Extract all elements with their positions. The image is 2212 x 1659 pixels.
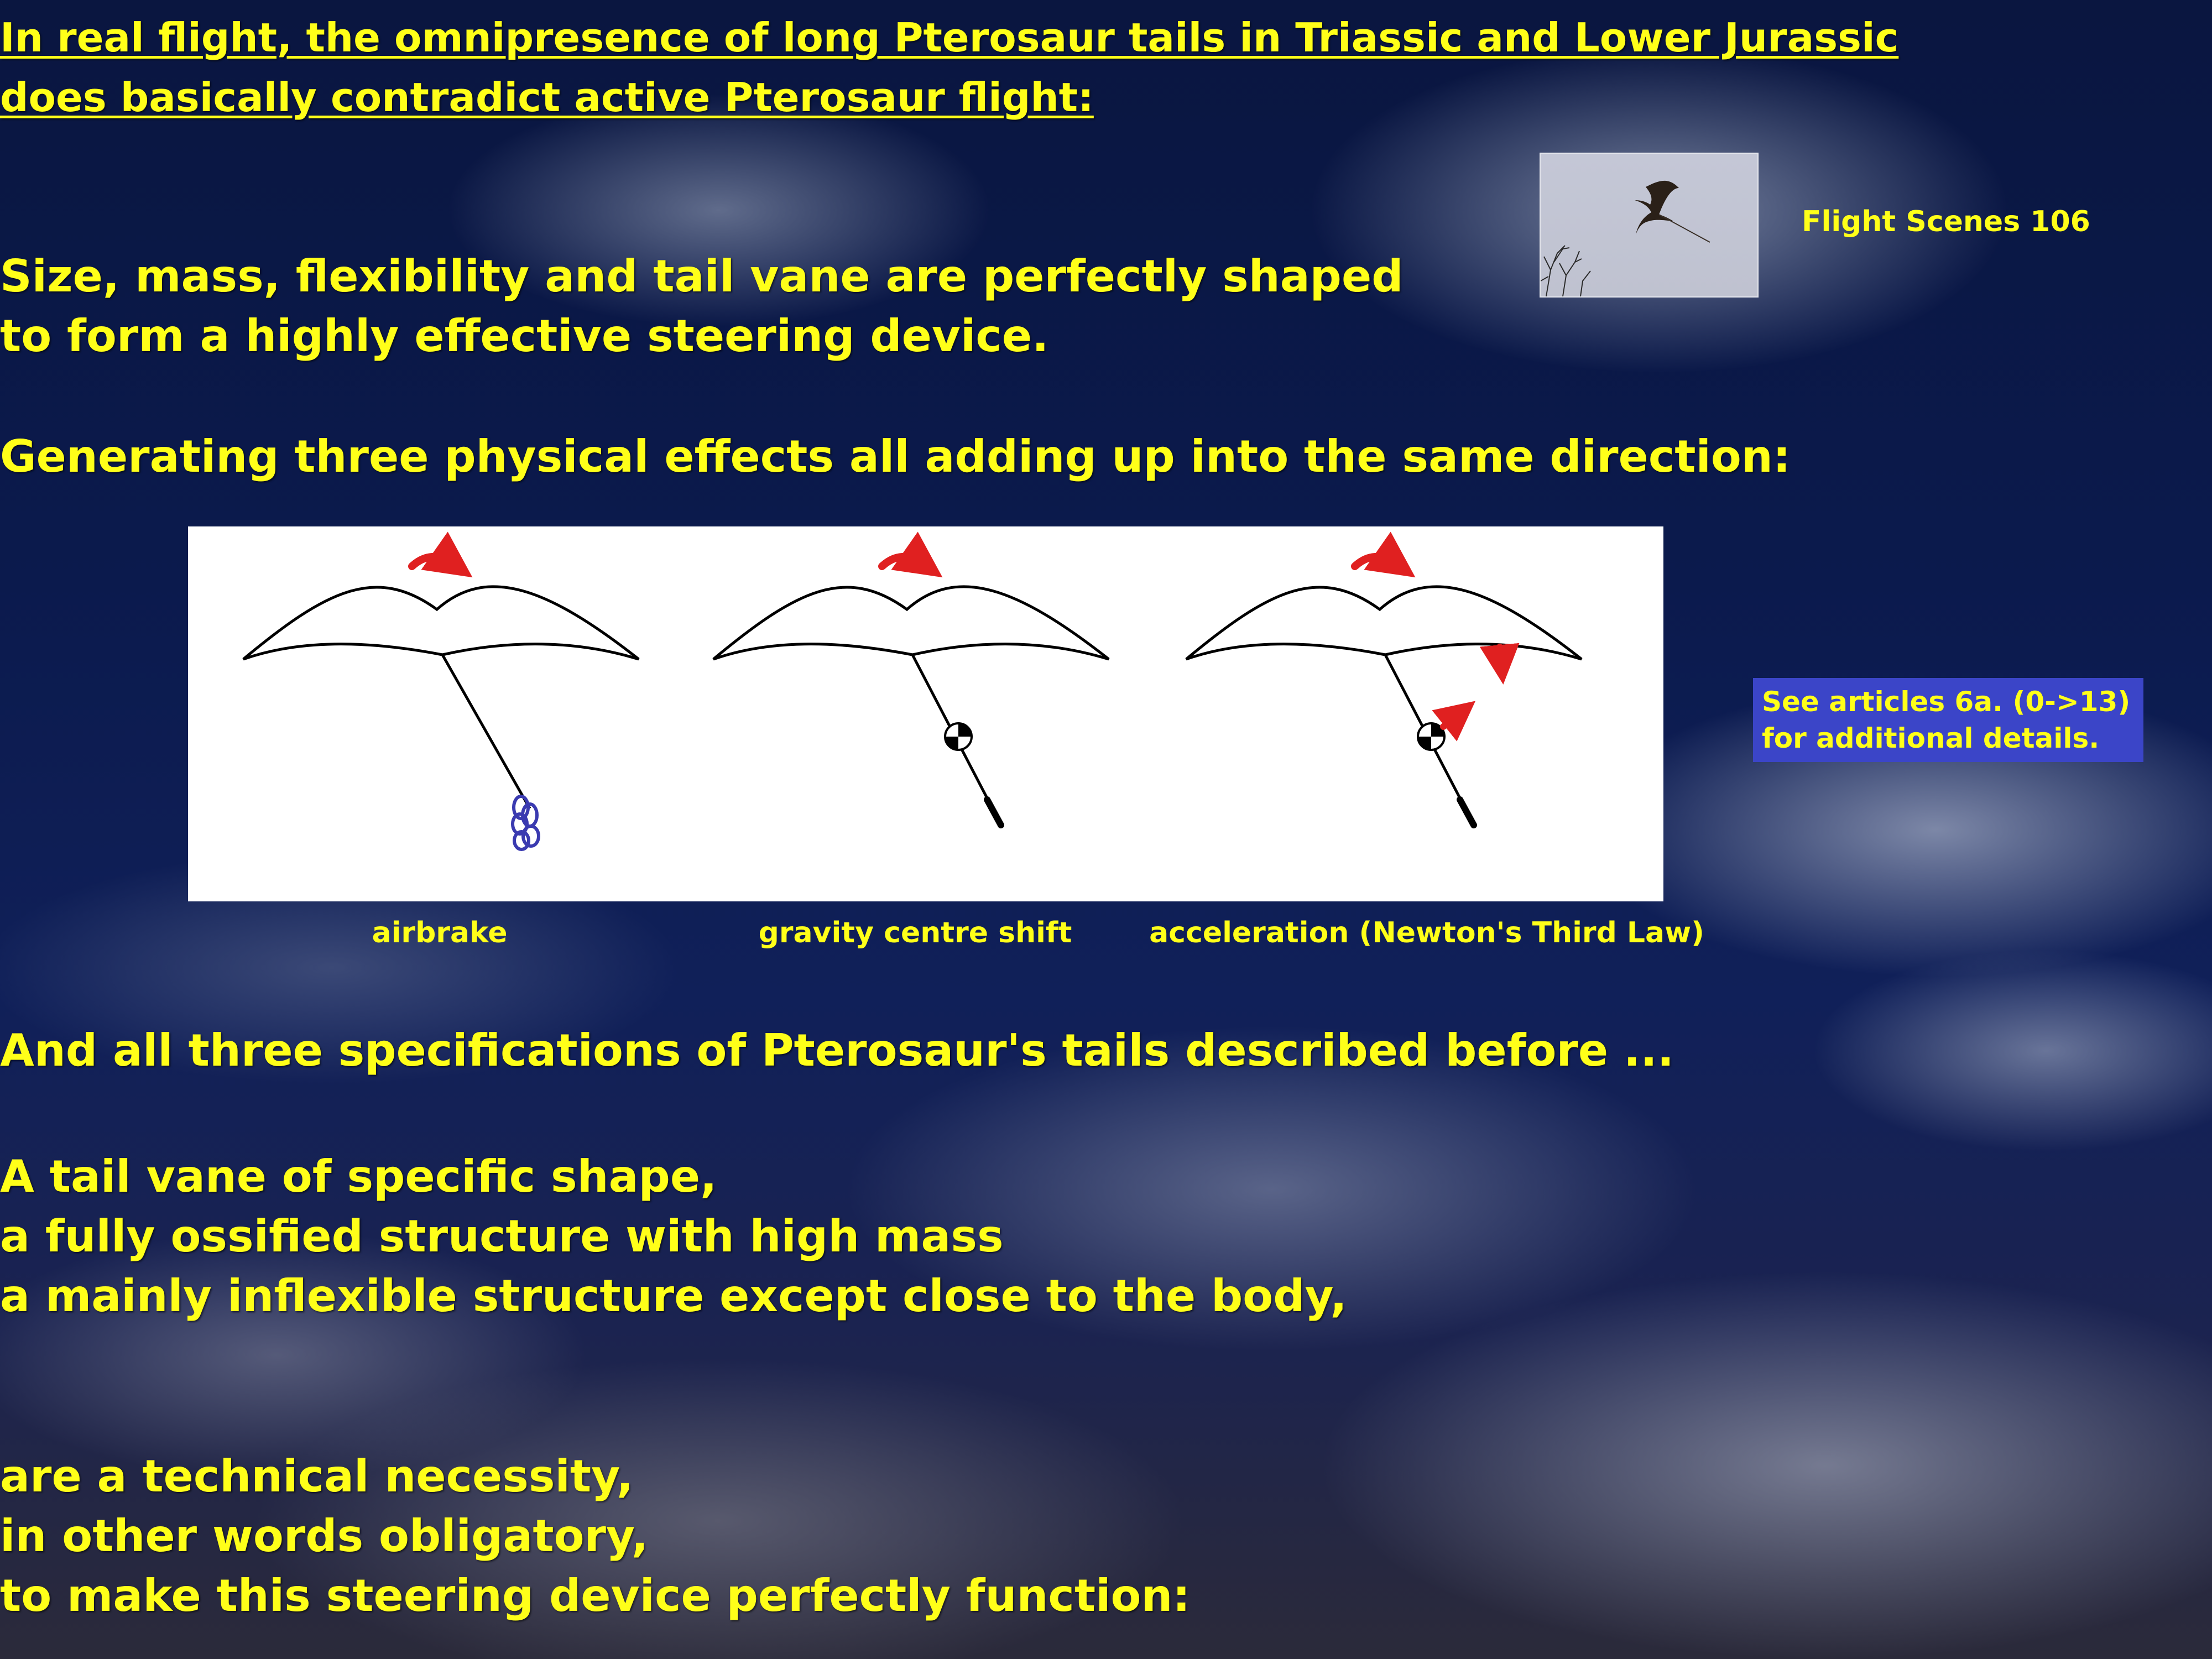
conclusion-line: to make this steering device perfectly function: xyxy=(0,1570,1191,1621)
info-line-1: See articles 6a. (0->13) xyxy=(1762,686,2131,718)
specs-list xyxy=(0,1147,1347,1326)
gravity-centre-panel xyxy=(713,557,1109,825)
spec-item: a mainly inflexible structure except close to the body, xyxy=(0,1270,1347,1322)
centre-of-gravity-icon xyxy=(945,723,972,750)
thumbnail-caption: Flight Scenes 106 xyxy=(1802,205,2090,238)
spec-item: a fully ossified structure with high mass xyxy=(0,1211,1004,1262)
see-articles-link[interactable] xyxy=(1753,678,2143,762)
wing-outline xyxy=(713,587,1109,659)
flight-scene-thumbnail[interactable] xyxy=(1540,153,1759,298)
specs-heading: And all three specifications of Pterosaur's tails described before ... xyxy=(0,1025,1674,1076)
slide-title xyxy=(0,8,1898,127)
intro-line-2: to form a highly effective steering device. xyxy=(0,310,1049,362)
title-line-1: In real flight, the omnipresence of long Pterosaur tails in Triassic and Lower Jurassic xyxy=(0,14,1899,61)
thrust-arrow-icon xyxy=(1443,713,1460,727)
intro-paragraph xyxy=(0,247,1403,366)
caption-acceleration: acceleration (Newton's Third Law) xyxy=(1149,916,1704,950)
title-line-2: does basically contradict active Pterosaur flight: xyxy=(0,74,1094,121)
effects-heading: Generating three physical effects all adding up into the same direction: xyxy=(0,431,1791,482)
turn-arrow-icon xyxy=(882,557,924,566)
tail-line xyxy=(442,655,530,808)
conclusion-line: in other words obligatory, xyxy=(0,1510,649,1562)
steering-effects-diagram xyxy=(188,526,1663,901)
tail-vane-icon xyxy=(513,796,539,849)
info-line-2: for additional details. xyxy=(1762,722,2100,754)
conclusion-line: are a technical necessity, xyxy=(0,1451,634,1502)
pterosaur-silhouette-icon xyxy=(1541,154,1757,296)
caption-airbrake: airbrake xyxy=(372,916,508,950)
conclusion xyxy=(0,1447,1190,1626)
airbrake-panel xyxy=(243,557,639,849)
turn-arrow-icon xyxy=(412,557,453,566)
intro-line-1: Size, mass, flexibility and tail vane are perfectly shaped xyxy=(0,251,1404,302)
caption-gravity-centre-shift: gravity centre shift xyxy=(758,916,1072,950)
acceleration-panel xyxy=(1186,557,1582,825)
wing-outline xyxy=(243,587,639,659)
downward-arrow-icon xyxy=(1500,647,1501,665)
wing-outline xyxy=(1186,587,1582,659)
turn-arrow-icon xyxy=(1355,557,1396,566)
spec-item: A tail vane of specific shape, xyxy=(0,1151,717,1202)
